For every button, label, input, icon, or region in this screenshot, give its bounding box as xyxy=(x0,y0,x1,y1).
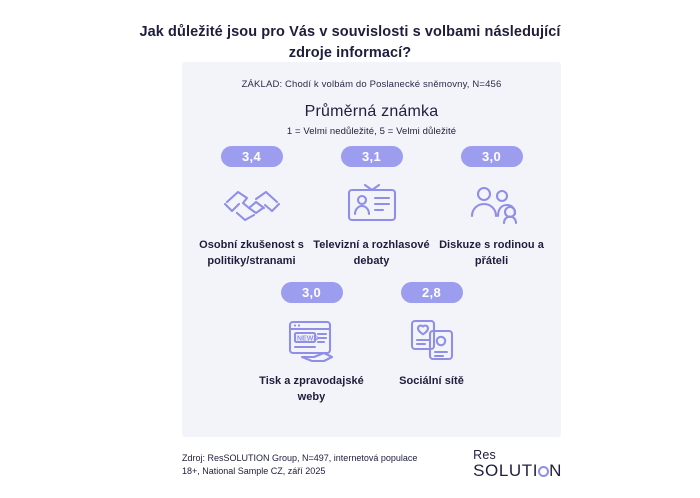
svg-text:NEWS: NEWS xyxy=(296,335,318,343)
chart-item-label: Sociální sítě xyxy=(399,375,464,387)
chart-item xyxy=(252,282,372,405)
average-heading: Průměrná známka xyxy=(304,103,439,120)
logo-o-circle-icon xyxy=(538,466,549,477)
logo-n: N xyxy=(549,460,562,480)
source-note: Zdroj: ResSOLUTION Group, N=497, internetová populace 18+, National Sample CZ, září 2025 xyxy=(182,453,418,476)
logo xyxy=(473,449,562,479)
chart-item xyxy=(372,282,492,405)
chart-item-label: Tisk a zpravodajské weby xyxy=(259,375,364,403)
handshake-icon xyxy=(223,176,281,232)
status-badge: 3,0 xyxy=(281,282,343,303)
tv-debate-icon xyxy=(345,176,399,232)
logo-solution-text xyxy=(473,462,562,479)
chart-item-label: Osobní zkušenost s politiky/stranami xyxy=(199,239,304,267)
news-browser-icon xyxy=(284,312,340,368)
chart-item-label: Televizní a rozhlasové debaty xyxy=(313,239,430,267)
chart-item xyxy=(192,146,312,269)
status-badge: 3,4 xyxy=(221,146,283,167)
page-title: Jak důležité jsou pro Vás v souvislosti s volbami následující zdroje informací? xyxy=(139,24,561,61)
chart-item xyxy=(432,146,552,269)
chart-card xyxy=(182,62,561,437)
people-group-icon xyxy=(464,176,520,232)
status-badge: 3,0 xyxy=(461,146,523,167)
item-row-1 xyxy=(182,146,561,269)
scale-note: 1 = Velmi nedůležité, 5 = Velmi důležité xyxy=(286,126,457,137)
chart-item xyxy=(312,146,432,269)
item-row-2 xyxy=(182,282,561,405)
social-media-icon xyxy=(406,312,458,368)
logo-res-text: Res xyxy=(473,448,496,462)
status-badge: 2,8 xyxy=(401,282,463,303)
logo-s: S xyxy=(473,460,486,480)
status-badge: 3,1 xyxy=(341,146,403,167)
chart-item-label: Diskuze s rodinou a přáteli xyxy=(439,239,544,267)
logo-oluti: OLUTI xyxy=(485,460,539,480)
basis-note: ZÁKLAD: Chodí k volbám do Poslanecké sněmovny, N=456 xyxy=(241,79,502,90)
